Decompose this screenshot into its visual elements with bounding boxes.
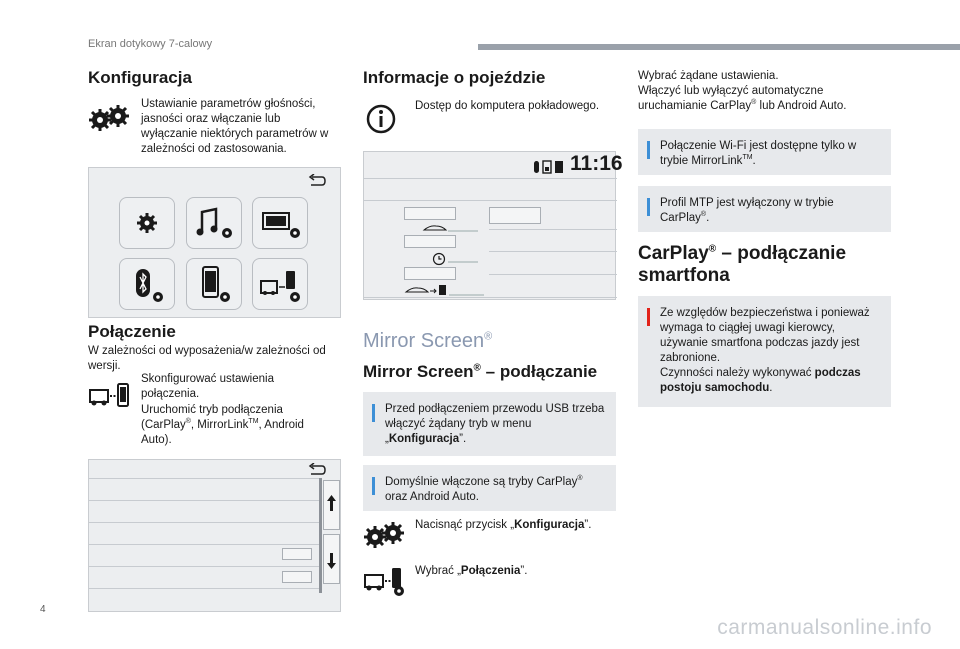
settings-gears-icon	[363, 520, 405, 555]
info-icon	[365, 103, 397, 140]
polaczenie-intro: W zależności od wyposażenia/w zależności od wersji.	[88, 345, 326, 372]
mirror-screen-title: Mirror Screen®	[363, 330, 493, 352]
info-marker-icon	[647, 198, 650, 216]
tile-audio-settings	[186, 197, 242, 249]
note-default-modes	[363, 465, 616, 511]
note-wifi	[638, 129, 891, 175]
page-number: 4	[40, 604, 46, 615]
watermark: carmanualsonline.info	[717, 616, 932, 639]
konfiguracja-text: Ustawianie parametrów głośności, jasności oraz włączanie lub wyłączanie niektórych parametrów w zależności od zastosowania.	[141, 98, 329, 155]
note-default-text: Domyślnie włączone są tryby CarPlay® oraz Android Auto.	[385, 475, 583, 503]
polaczenie-step-1: Skonfigurować ustawienia połączenia.	[141, 373, 274, 400]
car-icon	[422, 221, 478, 239]
informacje-text: Dostęp do komputera pokładowego.	[415, 100, 600, 112]
header-bar	[478, 44, 960, 50]
note-mtp-text: Profil MTP jest wyłączony w trybie CarPlay®.	[660, 197, 834, 224]
clock: 11:16	[570, 152, 623, 175]
step-polaczenia: Wybrać „Połączenia”.	[415, 565, 528, 577]
informacje-title: Informacje o pojeździe	[363, 68, 546, 87]
info-marker-icon	[372, 404, 375, 422]
warning-text: Ze względów bezpieczeństwa i ponieważ wymaga to ciągłej uwagi kierowcy, używanie smartfona podczas jazdy jest zabronione. Czynności należy wykonywać podczas postoju samochodu.	[660, 307, 870, 394]
note-wifi-text: Połączenie Wi-Fi jest dostępne tylko w trybie MirrorLink™.	[660, 140, 857, 167]
scrollbar	[319, 478, 322, 593]
tile-connection-settings	[252, 258, 308, 310]
polaczenie-step-2: Uruchomić tryb podłączenia (CarPlay®, MirrorLink™, Android Auto).	[141, 404, 304, 446]
tile-phone-settings	[186, 258, 242, 310]
connection-icon	[88, 380, 130, 417]
vehicle-info-screen-illustration	[363, 151, 623, 300]
tile-display-settings	[252, 197, 308, 249]
range-fuel-icon	[404, 283, 484, 302]
tile-bluetooth-settings	[119, 258, 175, 310]
scroll-up-button	[323, 480, 340, 530]
polaczenie-title: Połączenie	[88, 322, 176, 341]
note-mtp	[638, 186, 891, 232]
warning-marker-icon	[647, 308, 650, 326]
scroll-down-button	[323, 534, 340, 584]
connection-list-screen-illustration	[88, 459, 341, 612]
carplay-title: CarPlay® – podłączanie smartfona	[638, 243, 847, 286]
warning-smartphone	[638, 296, 891, 407]
mirror-screen-subtitle: Mirror Screen® – podłączanie	[363, 362, 598, 381]
connection-settings-icon	[363, 565, 407, 602]
konfiguracja-title: Konfiguracja	[88, 68, 192, 87]
col3-intro: Wybrać żądane ustawienia. Włączyć lub wyłączyć automatyczne uruchamianie CarPlay® lub Android Auto.	[638, 70, 847, 112]
note-usb-connection	[363, 392, 616, 456]
info-marker-icon	[647, 141, 650, 159]
note-usb-text: Przed podłączeniem przewodu USB trzeba włączyć żądany tryb w menu „Konfiguracja”.	[385, 403, 605, 445]
tile-general-settings	[119, 197, 175, 249]
step-konfiguracja: Nacisnąć przycisk „Konfiguracja”.	[415, 519, 592, 531]
settings-screen-illustration	[88, 167, 341, 318]
header-title: Ekran dotykowy 7-calowy	[88, 38, 213, 50]
back-icon	[308, 174, 326, 193]
settings-gears-icon	[88, 103, 130, 138]
clock-icon	[432, 252, 478, 271]
info-marker-icon	[372, 477, 375, 495]
